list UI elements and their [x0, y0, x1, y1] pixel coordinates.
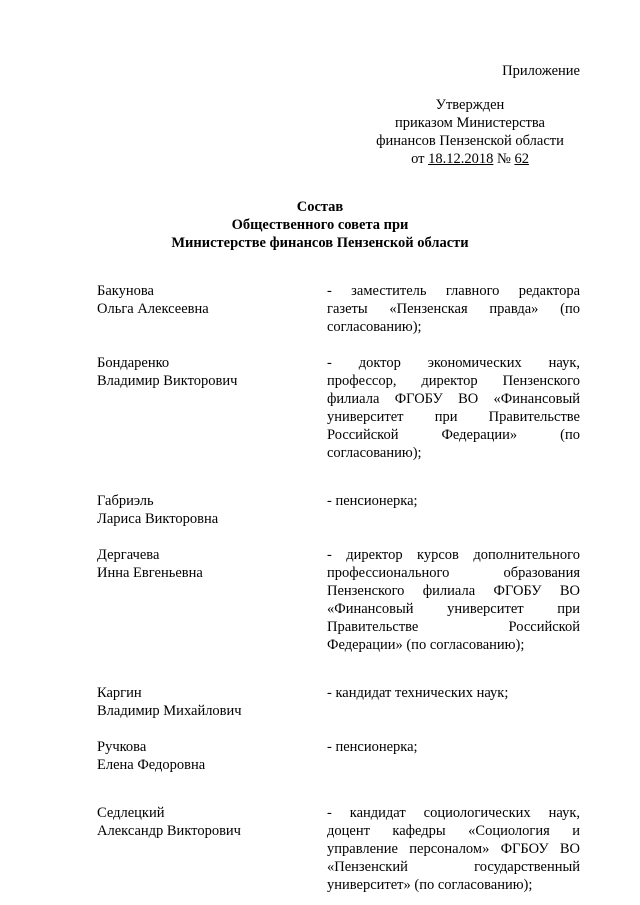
description-line: - директор курсов дополнительного [327, 547, 580, 563]
title-line: Общественного совета при [231, 217, 409, 233]
description-line: газеты «Пензенская правда» (по [327, 301, 580, 317]
description-line: согласованию); [327, 319, 422, 335]
member-description [327, 738, 580, 774]
member-given-names: Инна Евгеньевна [97, 565, 203, 581]
member-row [97, 546, 580, 654]
member-name [97, 804, 327, 894]
title-line: Министерстве финансов Пензенской области [171, 235, 469, 251]
member-name [97, 684, 327, 720]
approval-block [360, 96, 580, 168]
order-number-label: № [493, 151, 515, 167]
member-given-names: Лариса Викторовна [97, 511, 219, 527]
member-description [327, 546, 580, 654]
member-description [327, 282, 580, 336]
member-given-names: Елена Федоровна [97, 757, 206, 773]
member-name [97, 282, 327, 336]
title-line: Состав [296, 199, 344, 215]
member-row [97, 684, 580, 720]
description-line: согласованию); [327, 445, 422, 461]
description-line: - пенсионерка; [327, 493, 418, 509]
description-line: - заместитель главного редактора [327, 283, 580, 299]
member-row [97, 804, 580, 894]
description-line: университет при Правительстве [327, 409, 580, 425]
description-line: - кандидат технических наук; [327, 685, 509, 701]
description-line: университет» (по согласованию); [327, 877, 533, 893]
member-row [97, 282, 580, 336]
member-name [97, 738, 327, 774]
member-surname: Каргин [97, 685, 142, 701]
member-row [97, 738, 580, 774]
member-given-names: Ольга Алексеевна [97, 301, 209, 317]
member-description [327, 804, 580, 894]
description-line: управление персоналом» ФГБОУ ВО [327, 841, 580, 857]
member-row [97, 354, 580, 462]
member-surname: Бакунова [97, 283, 154, 299]
description-line: Федерации» (по согласованию); [327, 637, 525, 653]
description-line: «Пензенский государственный [327, 859, 580, 875]
order-reference [360, 150, 580, 168]
member-description [327, 684, 580, 720]
member-description [327, 354, 580, 462]
member-surname: Седлецкий [97, 805, 165, 821]
description-line: филиала ФГОБУ ВО «Финансовый [327, 391, 580, 407]
member-surname: Ручкова [97, 739, 147, 755]
approval-line: Утвержден [435, 97, 505, 113]
member-surname: Габриэль [97, 493, 154, 509]
member-name [97, 354, 327, 462]
member-surname: Дергачева [97, 547, 160, 563]
description-line: доцент кафедры «Социология и [327, 823, 580, 839]
order-date: 18.12.2018 [428, 151, 494, 167]
member-surname: Бондаренко [97, 355, 170, 371]
member-list [97, 282, 580, 894]
member-given-names: Владимир Михайлович [97, 703, 242, 719]
description-line: - пенсионерка; [327, 739, 418, 755]
approval-line: приказом Министерства [395, 115, 545, 131]
description-line: - кандидат социологических наук, [327, 805, 580, 821]
description-line: профессор, директор Пензенского [327, 373, 580, 389]
description-line: - доктор экономических наук, [327, 355, 580, 371]
description-line: «Финансовый университет при [327, 601, 580, 617]
member-given-names: Александр Викторович [97, 823, 241, 839]
member-given-names: Владимир Викторович [97, 373, 238, 389]
order-prefix: от [411, 151, 429, 167]
member-description [327, 492, 580, 528]
description-line: Правительстве Российской [327, 619, 580, 635]
description-line: профессионального образования [327, 565, 580, 581]
appendix-label: Приложение [502, 63, 580, 79]
order-number: 62 [514, 151, 529, 167]
member-name [97, 546, 327, 654]
document-title [60, 198, 580, 252]
member-name [97, 492, 327, 528]
description-line: Пензенского филиала ФГОБУ ВО [327, 583, 580, 599]
approval-line: финансов Пензенской области [376, 133, 564, 149]
member-row [97, 492, 580, 528]
description-line: Российской Федерации» (по [327, 427, 580, 443]
